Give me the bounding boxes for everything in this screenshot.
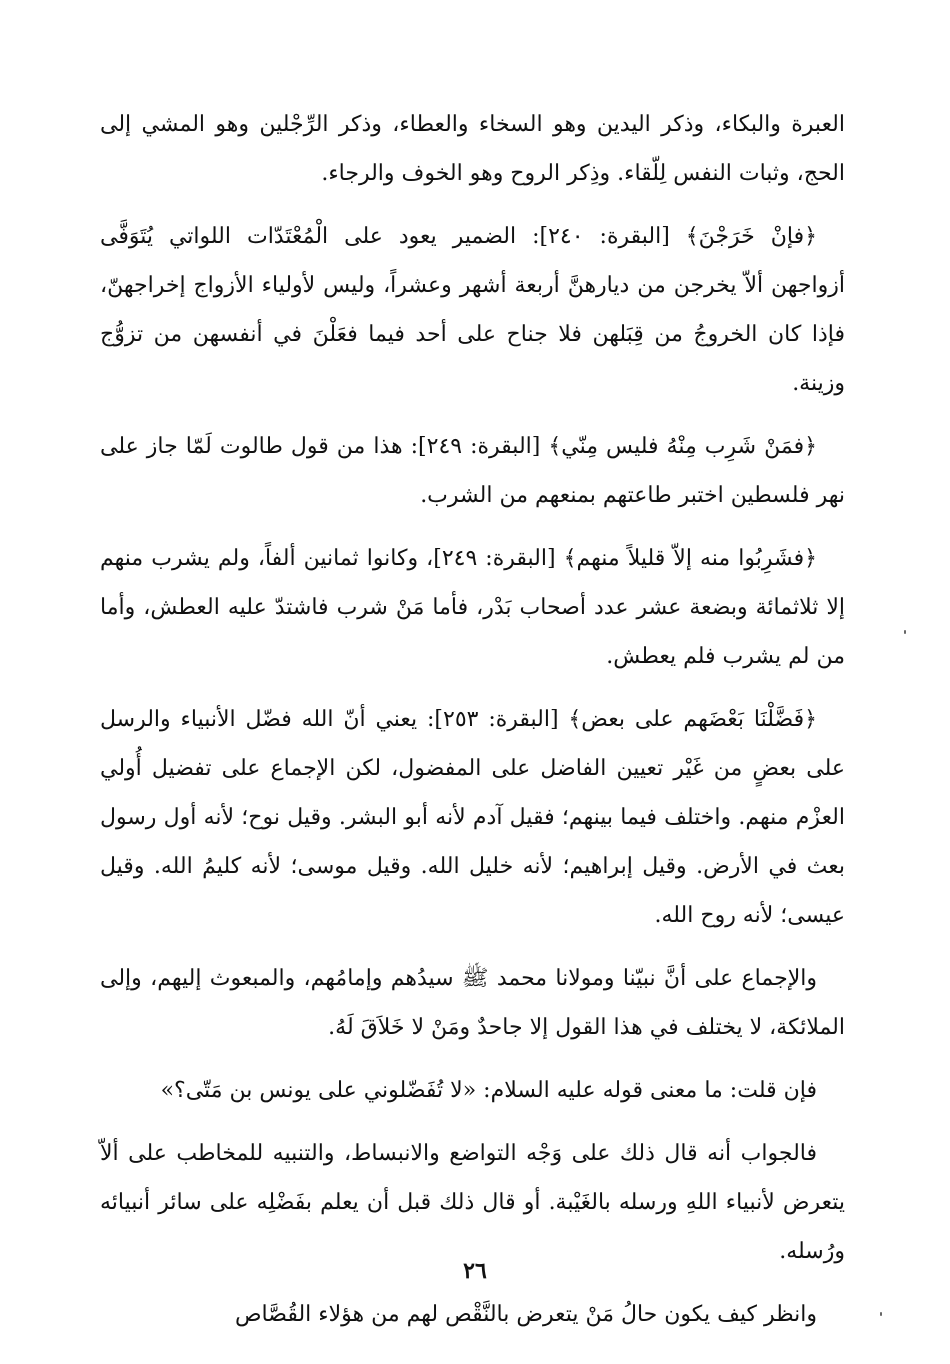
paragraph: والإجماع على أنَّ نبيّنا ومولانا محمد ﷺ سيدُهم وإمامُهم، والمبعوث إليهم، وإلى الملائكة، لا يختلف في هذا القول إلا جاحدٌ ومَنْ لا خَلاَقَ لَهُ. (100, 966, 845, 1040)
paragraph: العبرة والبكاء، وذكر اليدين وهو السخاء والعطاء، وذكر الرِّجْلين وهو المشي إلى الحج، وثبات النفس لِلّقاء. وذِكر الروح وهو الخوف والرجاء. (100, 112, 845, 186)
body-text (100, 100, 845, 1353)
paragraph: ﴿فشَرِبُوا منه إلاّ قليلاً منهم﴾ [البقرة: ٢٤٩]، وكانوا ثمانين ألفاً، ولم يشرب منهم إلا ثلاثمائة وبضعة عشر عدد أصحاب بَدْر، فأما مَنْ شرب فاشتدّ عليه العطش، وأما من لم يشرب فلم يعطش. (100, 546, 845, 669)
paragraph: فالجواب أنه قال ذلك على وَجْه التواضع والانبساط، والتنبيه للمخاطب على ألاّ يتعرض لأنبياء اللهِ ورسله بالغَيْبة. أو قال ذلك قبل أن يعلم بفَضْلِه على سائر أنبيائه ورُسله. (100, 1141, 845, 1264)
paragraph: ﴿فإنْ خَرَجْنَ﴾ [البقرة: ٢٤٠]: الضمير يعود على الْمُعْتَدّات اللواتي يُتَوَفَّى أزواجهن ألاّ يخرجن من ديارهنَّ أربعة أشهر وعشراً، وليس لأولياء الأزواج إخراجهنّ، فإذا كان الخروجُ من قِبَلهن فلا جناح على أحد فيما فعَلْنَ في أنفسهن من تزوُّج وزينة. (100, 224, 845, 396)
paragraph: فإن قلت: ما معنى قوله عليه السلام: «لا تُفَضّلوني على يونس بن مَتّى؟» (160, 1078, 817, 1103)
scan-speck (880, 1312, 882, 1316)
scan-speck (904, 630, 906, 634)
paragraph: وانظر كيف يكون حالُ مَنْ يتعرض بالنَّقْص لهم من هؤلاء القُصَّاص (234, 1302, 817, 1327)
page-number: ٢٦ (463, 1258, 487, 1284)
paragraph: ﴿فمَنْ شَرِب مِنْهُ فليس مِنّي﴾ [البقرة: ٢٤٩]: هذا من قول طالوت لَمّا جاز على نهر فلسطين اختبر طاعتهم بمنعهم من الشرب. (100, 434, 845, 508)
paragraph: ﴿فَضَّلْنَا بَعْضَهم على بعض﴾ [البقرة: ٢٥٣]: يعني أنّ الله فضّل الأنبياء والرسل على بعضٍ من غَيْر تعيين الفاضل على المفضول، لكن الإجماع على تفضيل أُولي العزْم منهم. واختلف فيما بينهم؛ فقيل آدم لأنه أبو البشر. وقيل نوح؛ لأنه أول رسول بعث في الأرض. وقيل إبراهيم؛ لأنه خليل الله. وقيل موسى؛ لأنه كليمُ الله. وقيل عيسى؛ لأنه روح الله. (100, 707, 845, 928)
